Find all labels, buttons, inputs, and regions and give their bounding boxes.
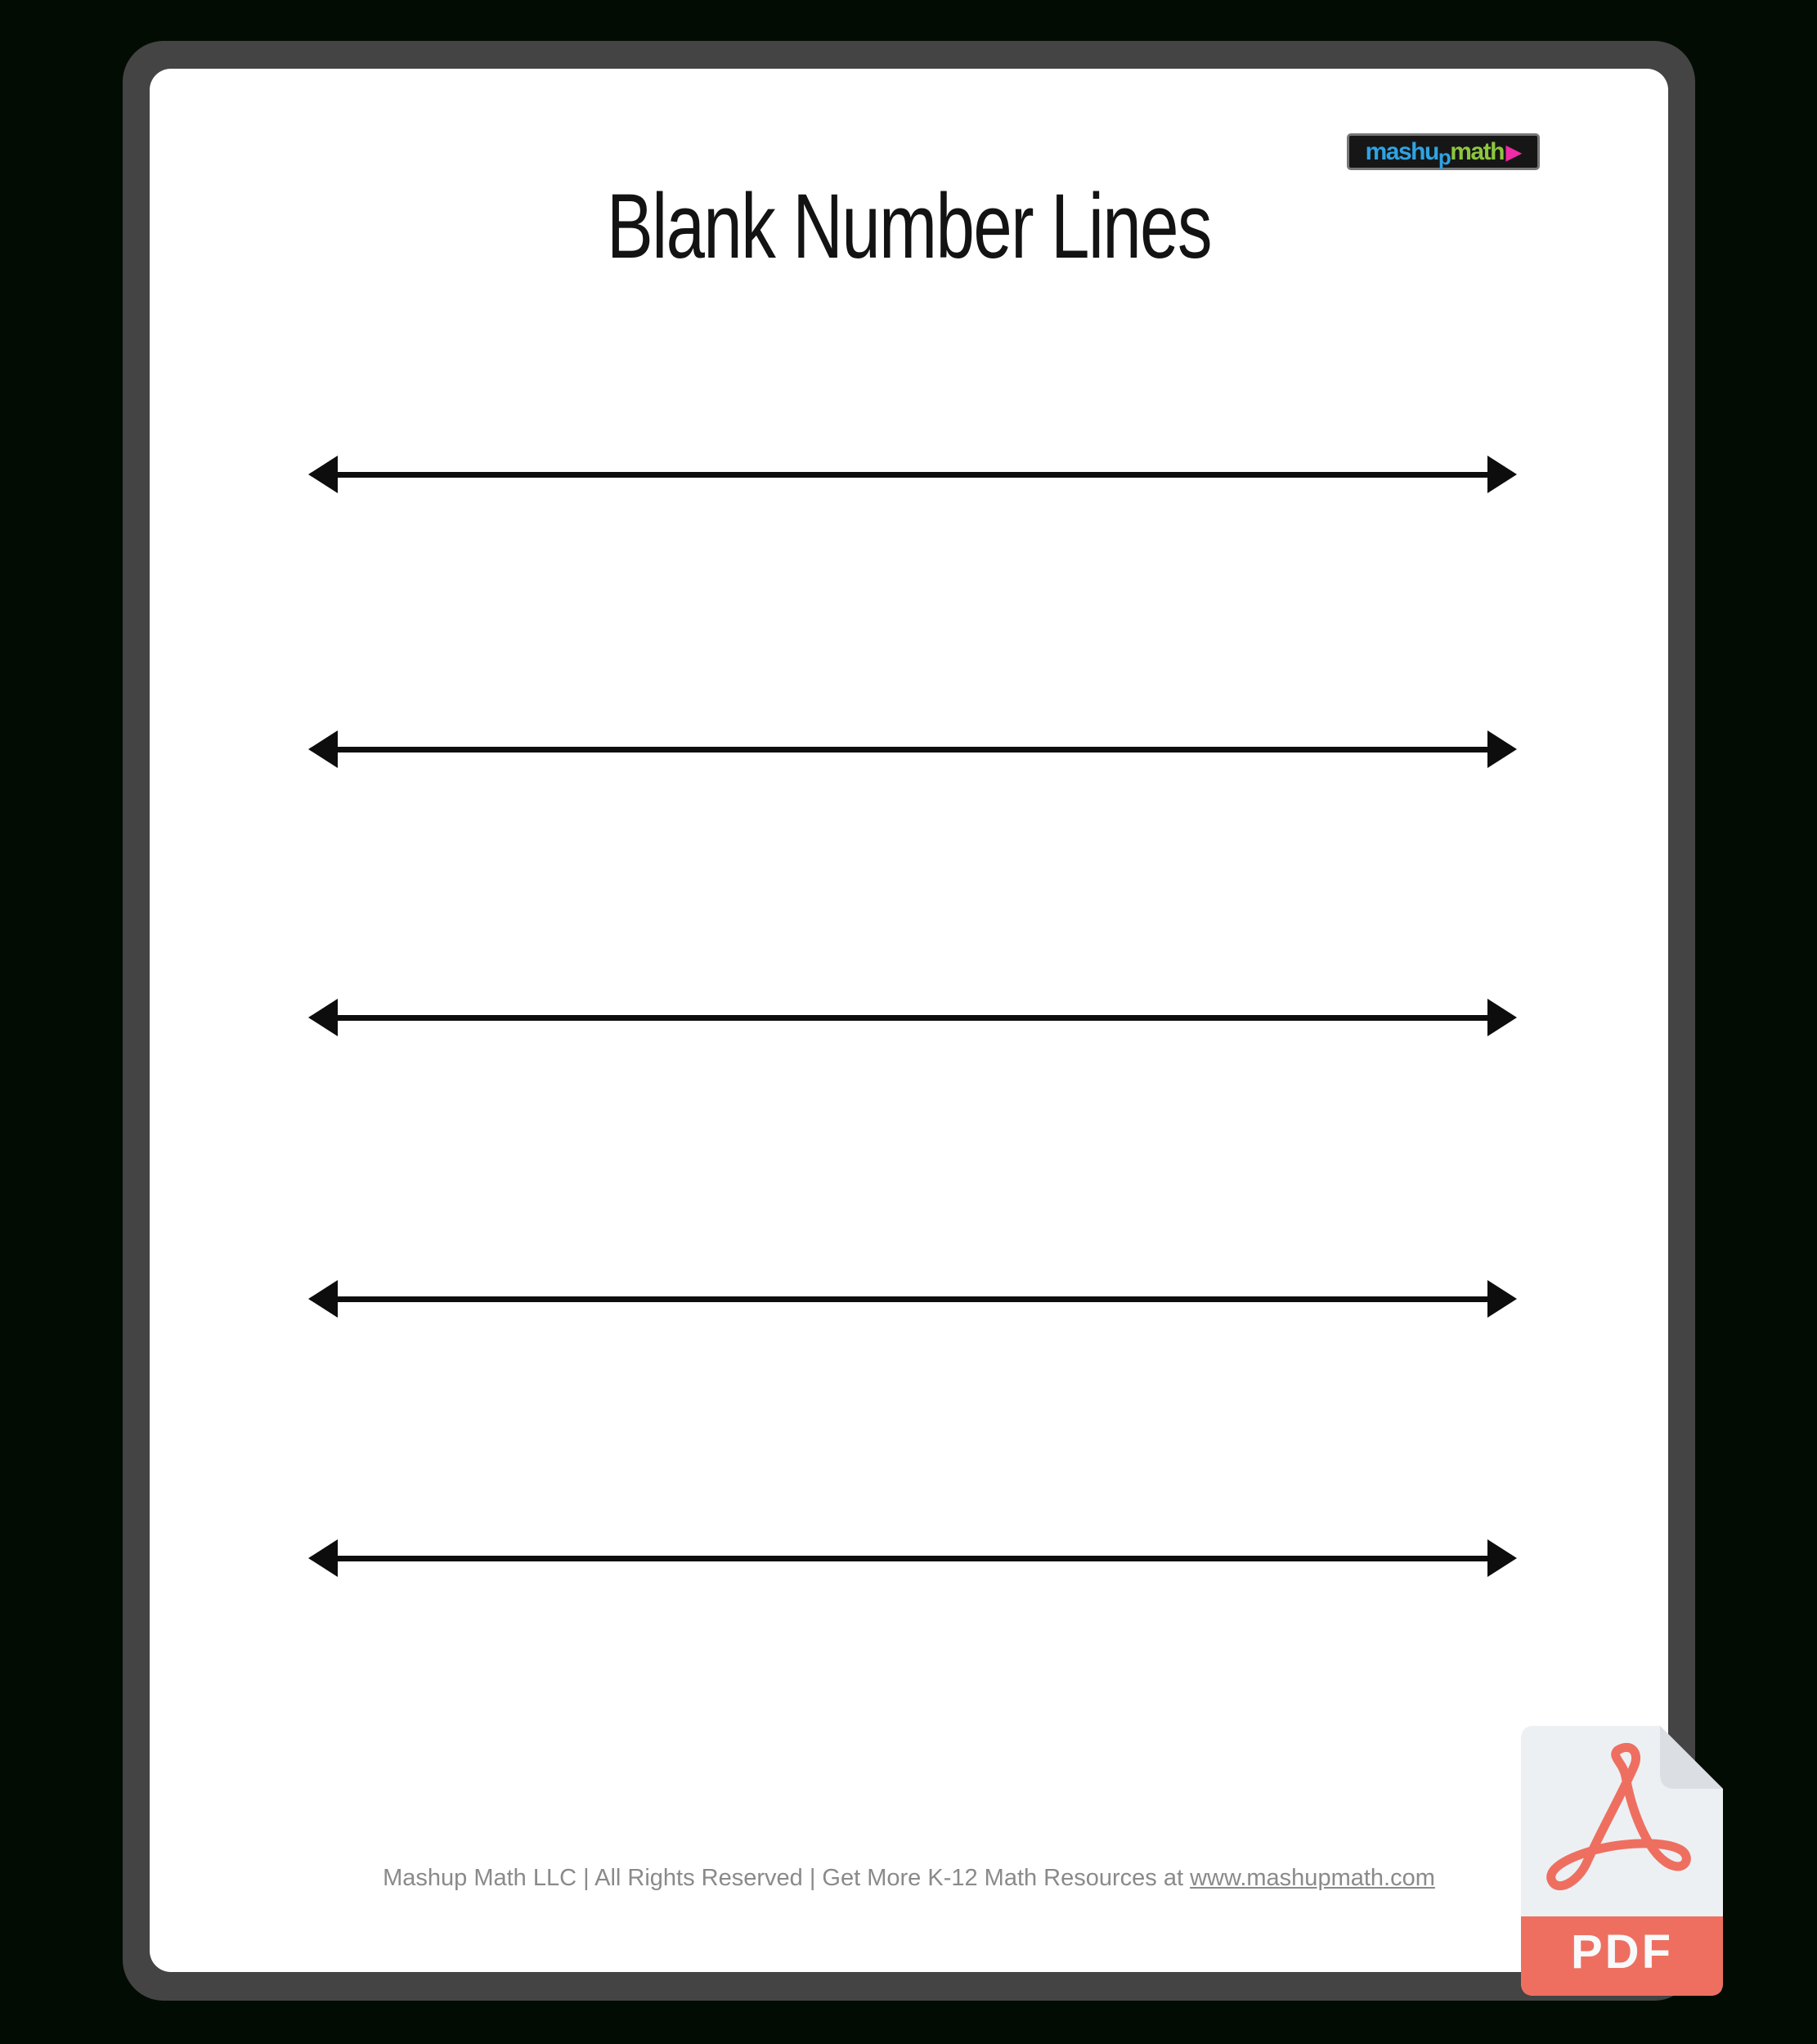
arrow-right-icon — [1487, 1280, 1517, 1318]
number-line-bar — [331, 1556, 1494, 1561]
footer-text: Mashup Math LLC | All Rights Reserved | Get More K-12 Math Resources at — [383, 1865, 1191, 1891]
number-line-bar — [331, 1015, 1494, 1021]
number-line — [308, 456, 1517, 493]
logo-text-p: p — [1438, 144, 1451, 169]
arrow-right-icon — [1487, 456, 1517, 493]
arrow-right-icon — [1487, 730, 1517, 768]
footer-credit — [150, 1865, 1668, 1892]
mashupmath-logo[interactable] — [1347, 133, 1540, 170]
logo-text-math: math — [1450, 137, 1504, 165]
number-line-bar — [331, 747, 1494, 752]
footer-link[interactable]: www.mashupmath.com — [1190, 1865, 1435, 1891]
logo-text-mashu: mashu — [1365, 137, 1438, 165]
number-line — [308, 1539, 1517, 1577]
pdf-badge-label[interactable]: PDF — [1571, 1925, 1673, 1979]
number-line-bar — [331, 472, 1494, 478]
number-line — [308, 999, 1517, 1036]
arrow-right-icon — [1487, 1539, 1517, 1577]
number-line — [308, 730, 1517, 768]
number-line — [308, 1280, 1517, 1318]
arrow-right-icon — [1487, 999, 1517, 1036]
pdf-fold-corner — [1660, 1726, 1723, 1789]
play-icon: ▶ — [1505, 141, 1522, 164]
page-title: Blank Number Lines — [606, 175, 1212, 277]
number-line-bar — [331, 1296, 1494, 1302]
